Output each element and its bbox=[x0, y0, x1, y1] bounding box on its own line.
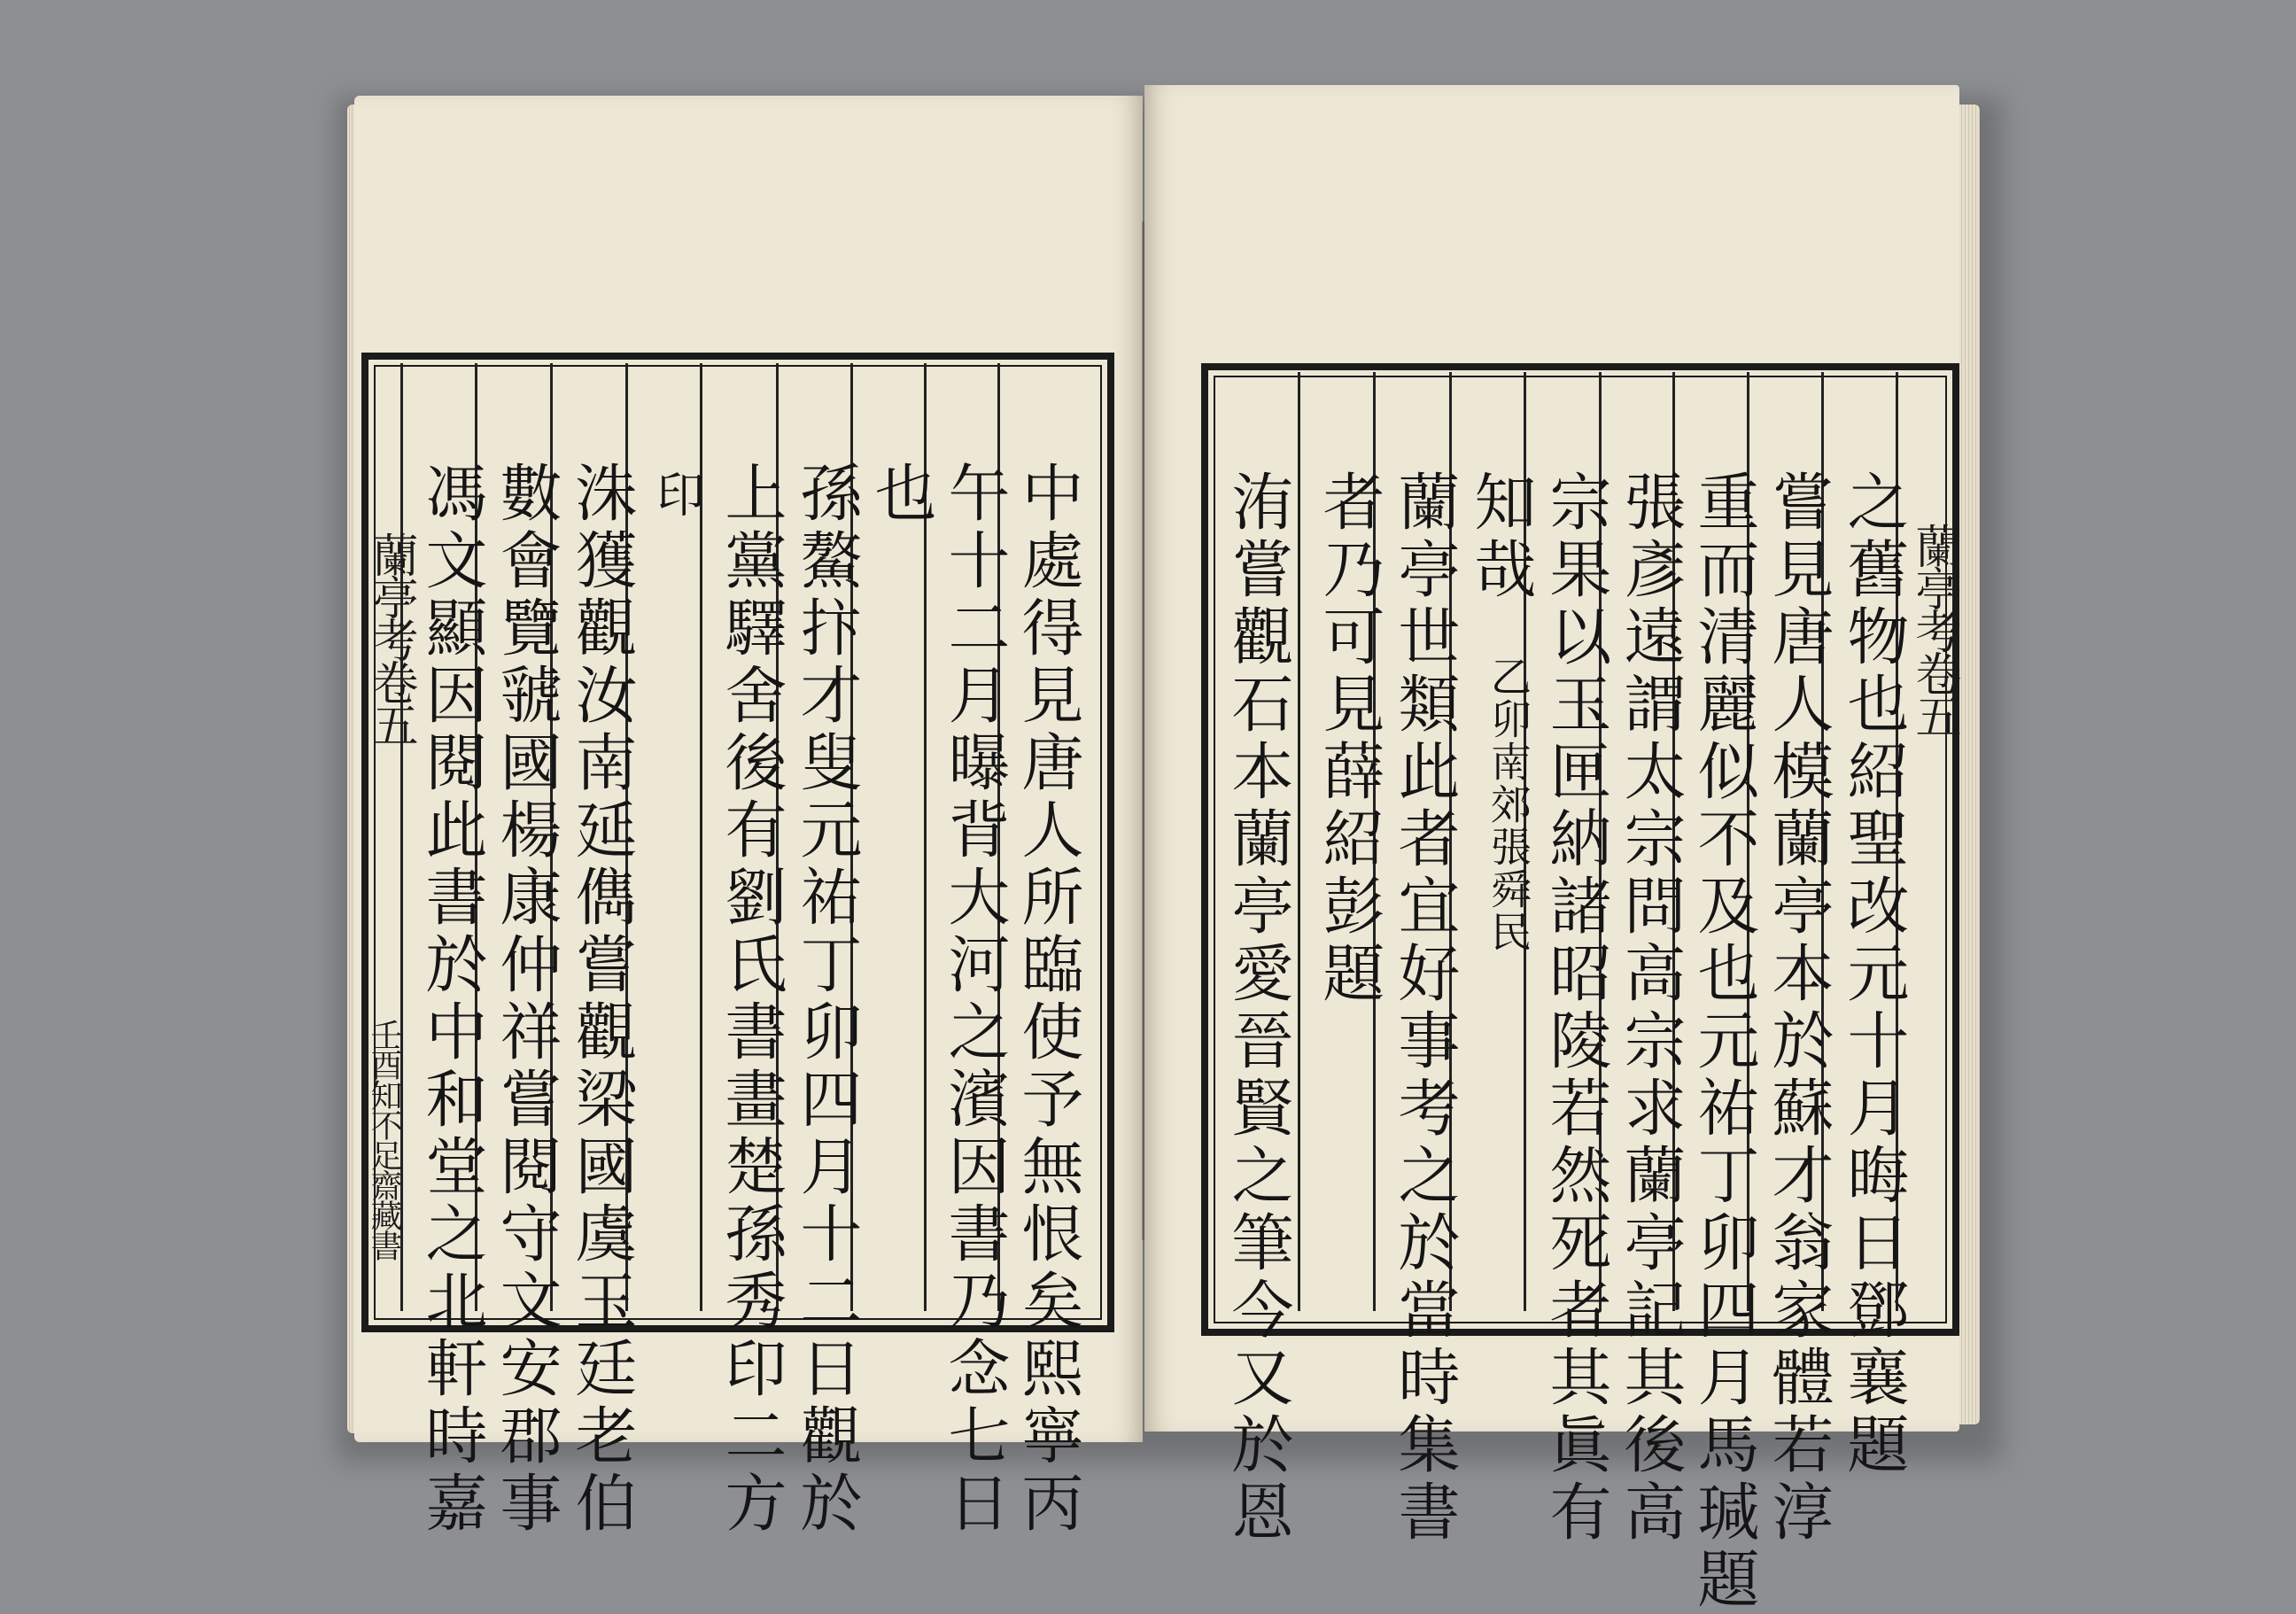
binding-thread bbox=[1142, 221, 1144, 1240]
left-column-8: 數會覽虢國楊康仲祥嘗閱守文安郡事 bbox=[490, 461, 562, 1538]
left-margin-footer: 壬酉知不足齋藏書 bbox=[366, 1019, 402, 1260]
left-column-4: 孫鰲抃才叟元祐丁卯四月十二日觀於 bbox=[790, 461, 863, 1538]
right-column-8: 蘭亭世類此者宜好事考之於當時集書 bbox=[1388, 469, 1461, 1547]
left-column-5: 上黨驛舍後有劉氏書畫楚孫秀印二方 bbox=[715, 461, 787, 1538]
left-column-7: 洙獲觀汝南延儁嘗觀梁國虞玉廷老伯 bbox=[565, 461, 638, 1538]
left-column-2: 午十二月曝背大河之濱因書乃念七日 bbox=[938, 461, 1011, 1538]
right-column-9: 者乃可見薛紹彭題 bbox=[1313, 469, 1385, 1008]
right-column-6: 知哉 bbox=[1464, 469, 1537, 604]
right-column-4: 張彥遠謂太宗問高宗求蘭亭記其後高 bbox=[1614, 469, 1687, 1547]
right-column-3: 重而清麗似不及也元祐丁卯四月馬瑊題 bbox=[1687, 469, 1760, 1614]
right-column-10: 洧嘗觀石本蘭亭愛晉賢之筆今又於恩 bbox=[1222, 469, 1294, 1547]
left-column-9: 馮文顯因閱此書於中和堂之北軒時嘉 bbox=[415, 461, 488, 1538]
right-rule-9 bbox=[1298, 372, 1300, 1311]
right-margin-title: 蘭亭考卷五 bbox=[1907, 523, 1960, 735]
left-margin-title: 蘭亭考卷五 bbox=[364, 532, 417, 744]
right-column-7: 乙卯南郊張舜民 bbox=[1485, 656, 1532, 953]
right-column-1: 之舊物也紹聖改元十月晦日鄧襄題 bbox=[1837, 469, 1910, 1479]
right-column-2: 嘗見唐人模蘭亭本於蘇才翁家體若淳 bbox=[1762, 469, 1834, 1547]
left-column-1: 中處得見唐人所臨使予無恨矣熙寧丙 bbox=[1012, 461, 1084, 1538]
right-column-5: 宗果以玉匣納諸昭陵若然死者其眞有 bbox=[1540, 469, 1612, 1547]
left-column-3: 也 bbox=[865, 461, 937, 528]
left-column-6: 印 bbox=[649, 469, 705, 523]
